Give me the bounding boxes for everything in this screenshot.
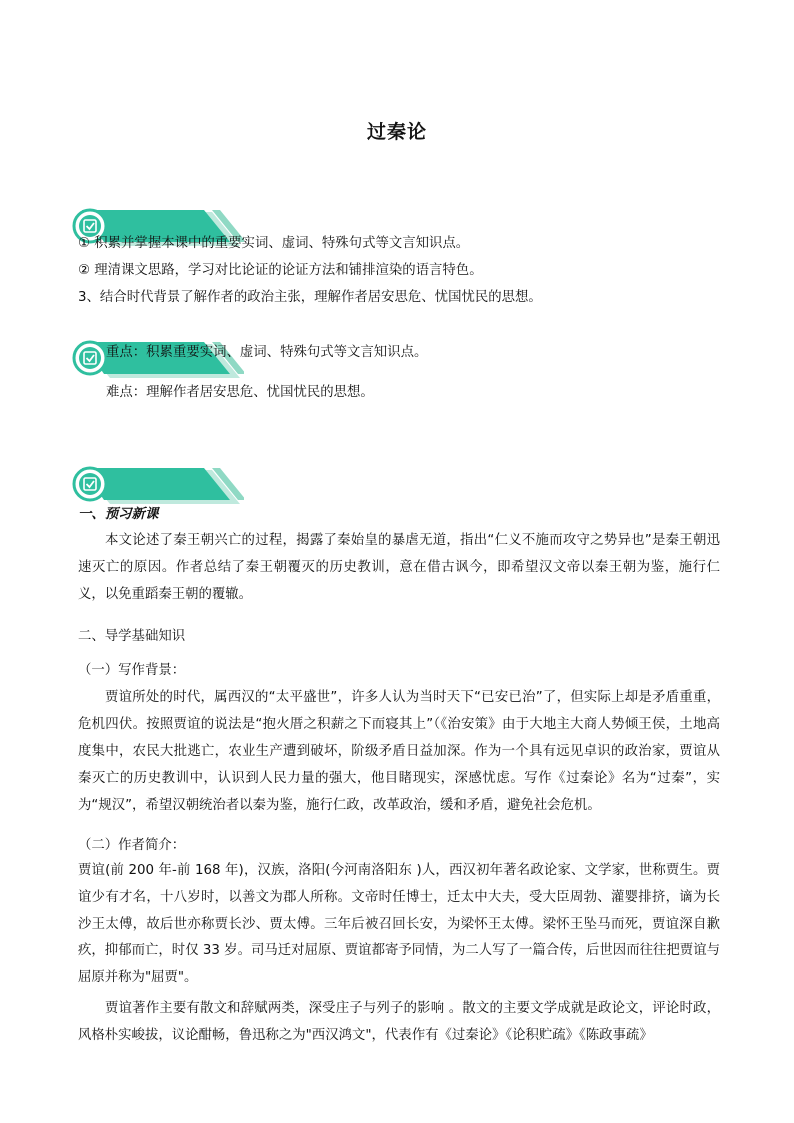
objective-item-2: ② 理清课文思路，学习对比论证的论证方法和铺排渲染的语言特色。 <box>78 263 483 278</box>
objective-item-1: ① 积累并掌握本课中的重要实词、虚词、特殊句式等文言知识点。 <box>78 236 470 251</box>
difficult-point: 难点：理解作者居安思危、忧国忧民的思想。 <box>106 385 374 400</box>
background-heading: （一）写作背景： <box>78 663 186 678</box>
works-text: 贾谊著作主要有散文和辞赋两类，深受庄子与列子的影响 。散文的主要文学成就是政论文，评论时政，风格朴实峻拔，议论酣畅，鲁迅称之为"西汉鸿文"，代表作有《过秦论》《论积贮疏》《陈政事疏》 <box>78 1001 720 1043</box>
author-text: 贾谊(前 200 年-前 168 年)，汉族，洛阳(今河南洛阳东 )人，西汉初年著名政论家、文学家，世称贾生。贾谊少有才名，十八岁时，以善文为郡人所称。文帝时任博士，迁太中大夫，受大臣周勃、灌婴排挤，谪为长沙王太傅，故后世亦称贾长沙、贾太傅。三年后被召回长安，为梁怀王太傅。梁怀王坠马而死，贾谊深自歉疚，抑郁而亡，时仅 33 岁。司马迁对屈原、贾谊都寄予同情，为二人写了一篇合传，后世因而往往把贾谊与屈原并称为"屈贾"。 <box>78 863 720 986</box>
author-heading: （二）作者简介： <box>78 838 186 853</box>
page-title: 过秦论 <box>366 121 427 143</box>
section-banner-study <box>64 466 244 506</box>
key-point: 重点：积累重要实词、虚词、特殊句式等文言知识点。 <box>106 345 428 360</box>
checklist-icon <box>74 342 106 374</box>
background-text: 贾谊所处的时代，属西汉的“太平盛世”，许多人认为当时天下“已安已治”了，但实际上却是矛盾重重，危机四伏。按照贾谊的说法是“抱火厝之积薪之下而寝其上”（《治安策》由于大地主大商人势倾王侯，土地高度集中，农民大批逃亡，农业生产遭到破坏，阶级矛盾日益加深。作为一个具有远见卓识的政治家，贾谊从秦灭亡的历史教训中，认识到人民力量的强大，他目睹现实，深感忧虑。写作《过秦论》名为“过秦”，实为“规汉”，希望汉朝统治者以秦为鉴，施行仁政，改革政治，缓和矛盾，避免社会危机。 <box>78 690 720 813</box>
basics-heading: 二、导学基础知识 <box>78 629 186 644</box>
objective-item-3: 3、结合时代背景了解作者的政治主张，理解作者居安思危、忧国忧民的思想。 <box>78 290 542 305</box>
preview-heading: 一、预习新课 <box>78 507 159 522</box>
preview-text: 本文论述了秦王朝兴亡的过程，揭露了秦始皇的暴虐无道，指出“仁义不施而攻守之势异也”是秦王朝迅速灭亡的原因。作者总结了秦王朝覆灭的历史教训，意在借古讽今，即希望汉文帝以秦王朝为鉴，施行仁义，以免重蹈秦王朝的覆辙。 <box>78 533 720 602</box>
checklist-icon <box>74 468 106 500</box>
